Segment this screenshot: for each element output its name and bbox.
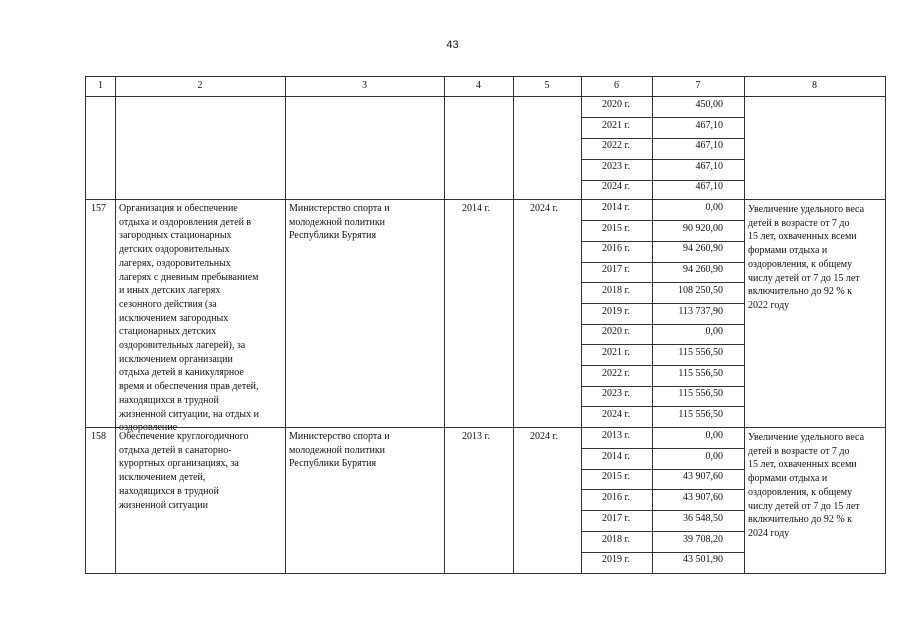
subrow-line (581, 531, 744, 532)
amount-cell: 467,10 (695, 119, 723, 131)
text-line: курортных организациях, за (119, 458, 239, 470)
amount-cell: 115 556,50 (678, 346, 723, 358)
text-line: детей в возрасте от 7 до (748, 217, 850, 229)
end-year: 2024 г. (530, 203, 558, 214)
amount-cell: 0,00 (705, 202, 723, 213)
subrow-line (581, 241, 744, 242)
amount-cell: 108 250,50 (678, 284, 723, 296)
text-line: включительно до 92 % к (748, 514, 853, 526)
year-cell: 2017 г. (602, 512, 630, 524)
amount-cell: 115 556,50 (678, 409, 723, 420)
subrow-line (581, 386, 744, 387)
col-divider (115, 77, 116, 573)
text-line: находящихся в трудной (119, 485, 219, 497)
amount-cell: 0,00 (705, 326, 723, 338)
text-line: время и обеспечения прав детей, (119, 381, 259, 393)
text-line: жизненной ситуации (119, 499, 208, 511)
text-line: оздоровление (119, 422, 178, 434)
text-line: 2022 году (748, 299, 790, 311)
text-line: включительно до 92 % к (748, 286, 853, 298)
subrow-line (581, 469, 744, 470)
year-cell: 2024 г. (602, 409, 630, 420)
amount-cell: 43 907,60 (683, 471, 723, 483)
expected-result (748, 431, 864, 541)
amount-cell: 0,00 (705, 430, 723, 441)
year-cell: 2013 г. (602, 430, 630, 441)
text-line: Министерство спорта и (289, 431, 390, 442)
subrow-line (581, 406, 744, 407)
text-line: молодежной политики (289, 444, 386, 456)
header-col-1: 1 (98, 80, 103, 91)
text-line: отдыха и оздоровления детей в (119, 216, 252, 228)
amount-cell: 43 501,90 (683, 554, 723, 566)
text-line: формами отдыха и (748, 245, 828, 257)
amount-cell: 94 260,90 (683, 264, 723, 276)
amount-cell: 467,10 (695, 181, 723, 193)
text-line: стационарных детских (119, 326, 217, 338)
header-col-7: 7 (695, 80, 701, 91)
text-line: Республики Бурятия (289, 458, 377, 470)
row-number: 158 (91, 431, 106, 442)
col-divider (444, 77, 445, 573)
header-col-6: 6 (614, 80, 619, 91)
year-cell: 2015 г. (602, 471, 630, 483)
text-line: молодежной политики (289, 216, 386, 228)
text-line: формами отдыха и (748, 473, 828, 485)
subrow-line (581, 303, 744, 304)
header-col-2: 2 (197, 80, 203, 91)
text-line: 15 лет, охваченных всеми (748, 231, 857, 243)
year-cell: 2014 г. (602, 202, 630, 213)
text-line: детских оздоровительных (119, 244, 230, 256)
text-line: Увеличение удельного веса (748, 432, 865, 443)
header-col-8: 8 (812, 80, 817, 91)
subrow-line (581, 117, 744, 118)
executor (289, 202, 390, 243)
col-divider (744, 77, 745, 573)
subrow-line (581, 365, 744, 366)
amount-cell: 450,00 (695, 99, 723, 110)
text-line: исключением детей, (119, 472, 206, 484)
year-cell: 2019 г. (602, 305, 630, 317)
subrow-line (581, 344, 744, 345)
text-line: отдыха детей в каникулярное (119, 367, 244, 379)
text-line: оздоровления, к общему (748, 258, 853, 270)
subrow-line (581, 220, 744, 221)
amount-cell: 0,00 (705, 450, 723, 462)
year-cell: 2024 г. (602, 181, 630, 193)
text-line: лагерях с дневным пребыванием (119, 271, 259, 283)
text-line: отдыха детей в санаторно- (119, 444, 232, 456)
executor (289, 430, 390, 471)
year-cell: 2022 г. (602, 367, 630, 379)
row-number: 157 (91, 203, 106, 214)
amount-cell: 39 708,20 (683, 533, 723, 545)
end-year: 2024 г. (530, 431, 558, 442)
year-cell: 2016 г. (602, 492, 630, 504)
subrow-line (581, 262, 744, 263)
text-line: сезонного действия (за (119, 298, 217, 310)
year-cell: 2020 г. (602, 99, 630, 110)
subrow-line (581, 552, 744, 553)
header-col-3: 3 (362, 80, 367, 91)
text-line: Организация и обеспечение (119, 203, 238, 214)
amount-cell: 90 920,00 (683, 222, 723, 234)
subrow-line (581, 138, 744, 139)
text-line: и иных детских лагерях (119, 285, 221, 297)
text-line: исключением организации (119, 353, 233, 365)
measure-name (119, 202, 259, 435)
text-line: оздоровления, к общему (748, 486, 853, 498)
subrow-line (581, 282, 744, 283)
text-line: Министерство спорта и (289, 203, 390, 214)
amount-cell: 467,10 (695, 140, 723, 152)
text-line: числу детей от 7 до 15 лет (748, 272, 860, 284)
subrow-line (581, 324, 744, 325)
subrow-line (581, 489, 744, 490)
year-cell: 2018 г. (602, 533, 630, 545)
amount-cell: 36 548,50 (683, 512, 723, 524)
year-cell: 2022 г. (602, 140, 630, 152)
amount-cell: 94 260,90 (683, 243, 723, 255)
text-line: исключением загородных (119, 312, 229, 324)
amount-cell: 115 556,50 (678, 367, 723, 379)
text-line: находящихся в трудной (119, 394, 219, 406)
row-divider (86, 199, 885, 200)
header-col-5: 5 (544, 80, 550, 91)
year-cell: 2020 г. (602, 326, 630, 338)
expected-result (748, 203, 864, 313)
year-cell: 2016 г. (602, 243, 630, 255)
start-year: 2014 г. (462, 203, 490, 214)
year-cell: 2017 г. (602, 264, 630, 276)
col-divider (285, 77, 286, 573)
col-divider (513, 77, 514, 573)
text-line: лагерях, оздоровительных (119, 257, 231, 269)
amount-cell: 113 737,90 (678, 305, 723, 317)
text-line: жизненной ситуации, на отдых и (119, 408, 259, 420)
year-cell: 2023 г. (602, 160, 630, 172)
year-cell: 2019 г. (602, 554, 630, 566)
text-line: 15 лет, охваченных всеми (748, 459, 857, 471)
measure-name (119, 430, 249, 512)
text-line: детей в возрасте от 7 до (748, 445, 850, 457)
year-cell: 2021 г. (602, 119, 630, 131)
text-line: загородных стационарных (119, 230, 232, 242)
subrow-line (581, 448, 744, 449)
year-cell: 2021 г. (602, 346, 630, 358)
year-cell: 2018 г. (602, 284, 630, 296)
program-table (85, 76, 886, 574)
start-year: 2013 г. (462, 431, 490, 442)
text-line: оздоровительных лагерей), за (119, 340, 246, 352)
page-number: 43 (446, 39, 459, 51)
text-line: 2024 году (748, 527, 790, 539)
amount-cell: 115 556,50 (678, 388, 723, 400)
year-cell: 2015 г. (602, 222, 630, 234)
year-cell: 2014 г. (602, 450, 630, 462)
text-line: числу детей от 7 до 15 лет (748, 500, 860, 512)
amount-cell: 467,10 (695, 160, 723, 172)
header-col-4: 4 (476, 80, 481, 91)
text-line: Увеличение удельного веса (748, 204, 865, 215)
text-line: Республики Бурятия (289, 230, 377, 242)
year-cell: 2023 г. (602, 388, 630, 400)
amount-cell: 43 907,60 (683, 492, 723, 504)
subrow-line (581, 510, 744, 511)
text-line: Обеспечение круглогодичного (119, 431, 249, 442)
